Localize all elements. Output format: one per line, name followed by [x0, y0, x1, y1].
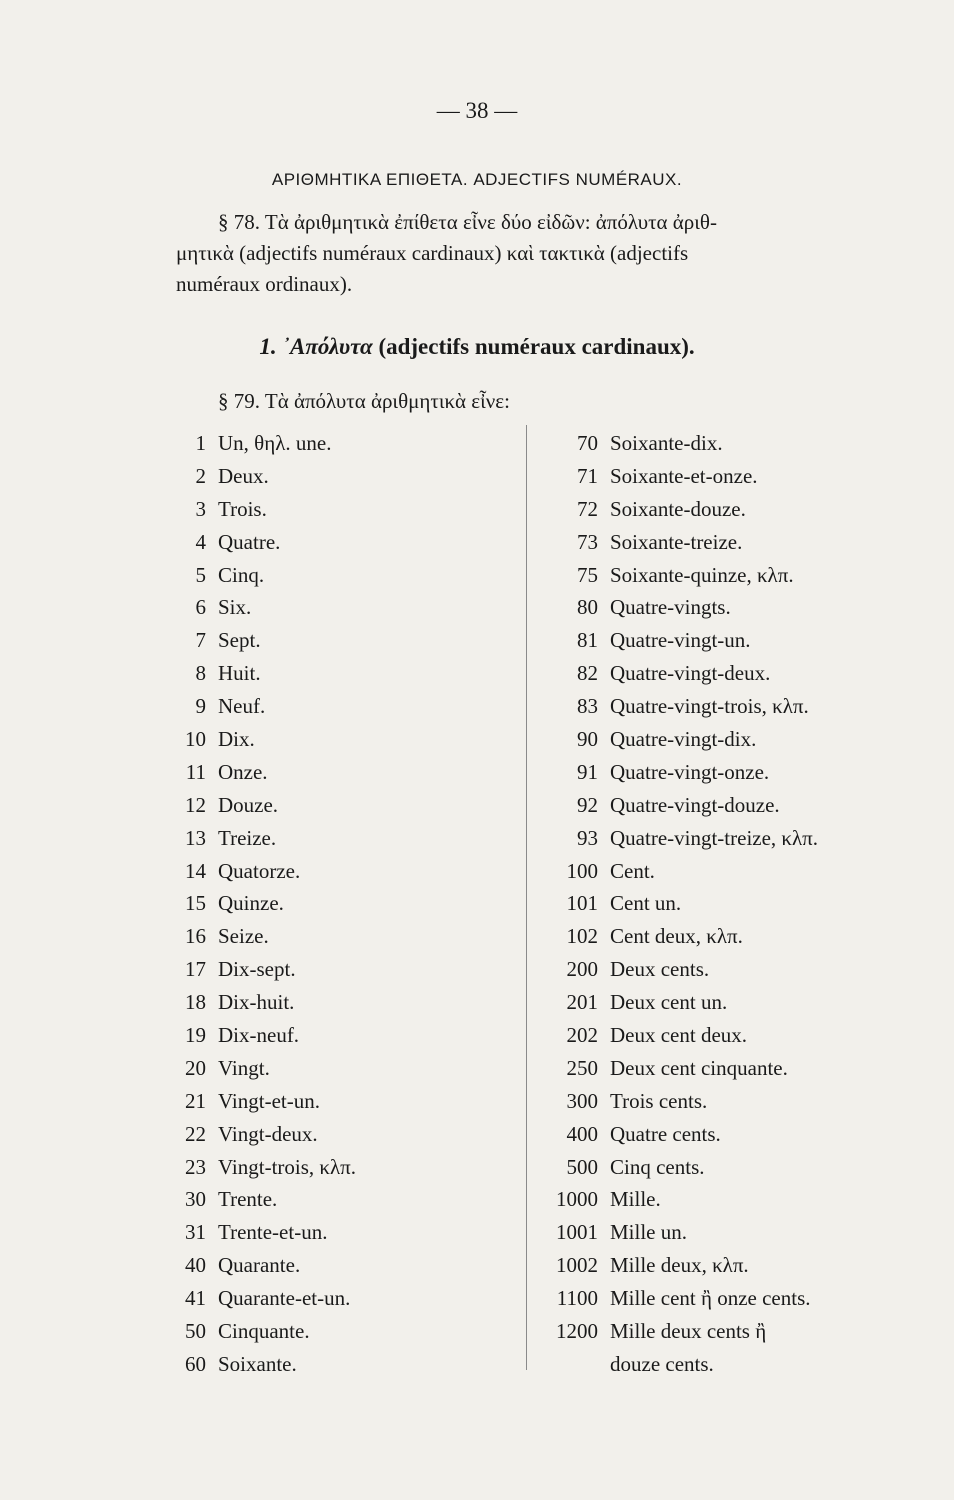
number-digits: 400 — [566, 1121, 598, 1146]
number-entry — [538, 855, 818, 888]
number-entry — [170, 591, 356, 624]
number-word: Quatre-vingt-dix. — [610, 727, 757, 752]
number-word: Quarante. — [218, 1253, 301, 1278]
number-digits: 18 — [185, 990, 206, 1015]
number-digits: 12 — [185, 792, 206, 817]
number-entry — [538, 493, 818, 526]
number-word: Vingt. — [218, 1055, 270, 1080]
number-word: Vingt-et-un. — [218, 1088, 320, 1113]
number-word: Quatorze. — [218, 858, 301, 883]
number-word: Deux cent un. — [610, 990, 728, 1015]
number-entry — [170, 427, 356, 460]
number-digits: 20 — [185, 1055, 206, 1080]
paragraph-78-line-2: μητικὰ (adjectifs numéraux cardinaux) καὶ τακτικὰ (adjectifs — [176, 241, 689, 265]
number-digits: 8 — [195, 661, 206, 686]
number-word: Vingt-deux. — [218, 1121, 318, 1146]
number-word: Deux cents. — [610, 957, 710, 982]
number-entry — [170, 1348, 356, 1381]
number-word: Quatre-vingt-douze. — [610, 792, 780, 817]
number-word: Dix-sept. — [218, 957, 296, 982]
number-word: Trois. — [218, 496, 267, 521]
number-word: douze cents. — [610, 1351, 714, 1376]
number-word: Six. — [218, 595, 252, 620]
number-digits: 50 — [185, 1319, 206, 1344]
section-heading: ΑΡΙΘΜΗΤΙΚΑ ΕΠΙΘΕΤΑ. ADJECTIFS NUMÉRAUX. — [271, 170, 683, 189]
number-word: Quatre-vingt-un. — [610, 628, 751, 653]
number-entry — [170, 756, 356, 789]
number-digits: 9 — [195, 694, 206, 719]
number-word: Quatre-vingts. — [610, 595, 731, 620]
number-entry — [170, 887, 356, 920]
number-word: Cent deux, κλπ. — [610, 924, 743, 949]
number-digits: 70 — [577, 431, 598, 455]
column-divider — [526, 425, 527, 1370]
number-digits: 100 — [566, 858, 598, 883]
number-word: Mille deux, κλπ. — [610, 1253, 749, 1278]
number-word: Dix-neuf. — [218, 1023, 300, 1048]
paragraph-78-line-1: § 78. Τὰ ἀριθμητικὰ ἐπίθετα εἶνε δύο εἰδῶν: ἀπόλυτα ἀριθ- — [218, 210, 717, 234]
number-entry — [170, 657, 356, 690]
number-digits: 31 — [185, 1220, 206, 1245]
number-entry — [538, 657, 818, 690]
number-digits: 200 — [566, 957, 598, 982]
number-entry — [538, 690, 818, 723]
number-entry — [170, 822, 356, 855]
number-word: Quatre. — [218, 529, 281, 554]
number-entry — [170, 1085, 356, 1118]
number-word: Cinq cents. — [610, 1154, 705, 1179]
number-entry — [170, 526, 356, 559]
number-digits: 83 — [577, 694, 598, 719]
number-word: Vingt-trois, κλπ. — [218, 1154, 357, 1179]
number-entry — [170, 624, 356, 657]
number-entry — [170, 1183, 356, 1216]
number-word: Quinze. — [218, 891, 284, 916]
number-entry — [170, 855, 356, 888]
number-entry — [538, 1085, 818, 1118]
number-digits: 4 — [195, 529, 206, 554]
number-digits: 6 — [195, 595, 206, 620]
number-word: Huit. — [218, 661, 261, 686]
number-entry — [170, 1118, 356, 1151]
number-word: Soixante. — [218, 1351, 297, 1376]
number-digits: 72 — [577, 496, 598, 521]
number-digits: 60 — [185, 1351, 206, 1376]
number-word: Dix-huit. — [218, 990, 295, 1015]
numbers-right-column — [538, 427, 818, 1381]
number-entry — [170, 920, 356, 953]
number-digits: 201 — [566, 990, 598, 1015]
number-entry — [538, 427, 818, 460]
number-word: Soixante-dix. — [610, 431, 723, 455]
number-digits: 21 — [185, 1088, 206, 1113]
number-word: Treize. — [218, 825, 277, 850]
number-entry — [538, 887, 818, 920]
number-entry — [170, 1052, 356, 1085]
number-word: Neuf. — [218, 694, 266, 719]
number-entry — [538, 1216, 818, 1249]
number-entry — [538, 624, 818, 657]
number-word: Quatre-vingt-trois, κλπ. — [610, 694, 809, 719]
number-digits: 10 — [185, 727, 206, 752]
number-entry — [538, 953, 818, 986]
number-word: Cinquante. — [218, 1319, 310, 1344]
number-digits: 300 — [566, 1088, 598, 1113]
number-digits: 1000 — [556, 1187, 598, 1212]
number-digits: 1 — [195, 431, 206, 455]
number-digits: 80 — [577, 595, 598, 620]
number-digits: 202 — [566, 1023, 598, 1048]
number-entry — [170, 1315, 356, 1348]
number-digits: 41 — [185, 1286, 206, 1311]
number-entry — [170, 559, 356, 592]
number-entry — [538, 559, 818, 592]
number-digits: 3 — [195, 496, 206, 521]
number-digits: 75 — [577, 562, 598, 587]
number-entry — [538, 591, 818, 624]
number-digits: 13 — [185, 825, 206, 850]
number-entry — [538, 789, 818, 822]
number-entry — [538, 1118, 818, 1151]
number-entry — [538, 526, 818, 559]
paragraph-79: § 79. Τὰ ἀπόλυτα ἀριθμητικὰ εἶνε: — [218, 389, 510, 413]
number-word: Quarante-et-un. — [218, 1286, 351, 1311]
number-entry — [170, 986, 356, 1019]
number-word: Dix. — [218, 727, 255, 752]
number-word: Trente-et-un. — [218, 1220, 328, 1245]
number-word: Soixante-et-onze. — [610, 463, 758, 488]
number-entry — [538, 1019, 818, 1052]
number-digits: 5 — [195, 562, 206, 587]
number-word: Trois cents. — [610, 1088, 708, 1113]
number-digits: 81 — [577, 628, 598, 653]
number-digits: 82 — [577, 661, 598, 686]
number-digits: 2 — [195, 463, 206, 488]
number-digits: 19 — [185, 1023, 206, 1048]
number-digits: 500 — [566, 1154, 598, 1179]
number-word: Trente. — [218, 1187, 278, 1212]
number-word: Cent. — [610, 858, 655, 883]
number-entry — [170, 493, 356, 526]
number-digits: 15 — [185, 891, 206, 916]
number-entry — [538, 822, 818, 855]
number-entry — [538, 986, 818, 1019]
number-digits: 7 — [195, 628, 206, 653]
number-digits: 22 — [185, 1121, 206, 1146]
number-word: Onze. — [218, 759, 268, 784]
number-word: Mille deux cents ἢ — [610, 1319, 767, 1344]
number-word: Cent un. — [610, 891, 682, 916]
number-entry — [538, 1282, 818, 1315]
number-word: Cinq. — [218, 562, 265, 587]
number-digits: 17 — [185, 957, 206, 982]
number-word: Soixante-treize. — [610, 529, 743, 554]
number-entry — [538, 1348, 818, 1381]
number-word: Quatre-vingt-deux. — [610, 661, 771, 686]
number-digits: 90 — [577, 727, 598, 752]
number-word: Soixante-douze. — [610, 496, 746, 521]
number-digits: 93 — [577, 825, 598, 850]
number-word: Mille. — [610, 1187, 661, 1212]
number-digits: 1002 — [556, 1253, 598, 1278]
number-word: Quatre cents. — [610, 1121, 721, 1146]
subheading-cardinal — [0, 334, 954, 360]
number-word: Un, θηλ. une. — [218, 431, 332, 455]
number-entry — [170, 1282, 356, 1315]
number-entry — [170, 1019, 356, 1052]
number-entry — [538, 920, 818, 953]
number-entry — [170, 723, 356, 756]
number-entry — [538, 1151, 818, 1184]
paragraph-78 — [176, 207, 882, 300]
subheading-text: (adjectifs numéraux cardinaux). — [378, 334, 695, 359]
number-entry — [170, 1216, 356, 1249]
number-word: Soixante-quinze, κλπ. — [610, 562, 794, 587]
number-digits: 11 — [185, 759, 206, 784]
subheading-label: 1. ᾿Απόλυτα — [259, 334, 373, 359]
number-digits: 1100 — [556, 1286, 598, 1311]
number-word: Douze. — [218, 792, 279, 817]
number-entry — [538, 1315, 818, 1348]
number-digits: 1200 — [556, 1319, 598, 1344]
number-entry — [170, 953, 356, 986]
number-digits: 14 — [185, 858, 206, 883]
number-entry — [170, 1249, 356, 1282]
number-entry — [538, 460, 818, 493]
number-digits: 250 — [566, 1055, 598, 1080]
number-entry — [538, 1249, 818, 1282]
number-word: Seize. — [218, 924, 269, 949]
number-word: Quatre-vingt-onze. — [610, 759, 770, 784]
number-entry — [170, 690, 356, 723]
number-digits: 102 — [566, 924, 598, 949]
number-word: Deux cent deux. — [610, 1023, 748, 1048]
number-word: Quatre-vingt-treize, κλπ. — [610, 825, 819, 850]
number-entry — [170, 1151, 356, 1184]
number-word: Sept. — [218, 628, 261, 653]
number-digits: 16 — [185, 924, 206, 949]
number-digits: 73 — [577, 529, 598, 554]
number-digits: 30 — [185, 1187, 206, 1212]
number-digits: 1001 — [556, 1220, 598, 1245]
number-entry — [538, 1183, 818, 1216]
page-number: — 38 — — [436, 98, 518, 123]
number-entry — [538, 1052, 818, 1085]
number-digits: 71 — [577, 463, 598, 488]
number-word: Deux. — [218, 463, 269, 488]
number-entry — [170, 789, 356, 822]
number-entry — [538, 756, 818, 789]
number-digits: 101 — [566, 891, 598, 916]
numbers-left-column — [170, 427, 356, 1381]
number-digits: 91 — [577, 759, 598, 784]
number-digits: 92 — [577, 792, 598, 817]
number-word: Deux cent cinquante. — [610, 1055, 788, 1080]
paragraph-78-line-3: numéraux ordinaux). — [176, 272, 353, 296]
number-digits: 23 — [185, 1154, 206, 1179]
number-word: Mille cent ἢ onze cents. — [610, 1286, 811, 1311]
number-entry — [538, 723, 818, 756]
number-digits: 40 — [185, 1253, 206, 1278]
number-word: Mille un. — [610, 1220, 687, 1245]
number-entry — [170, 460, 356, 493]
